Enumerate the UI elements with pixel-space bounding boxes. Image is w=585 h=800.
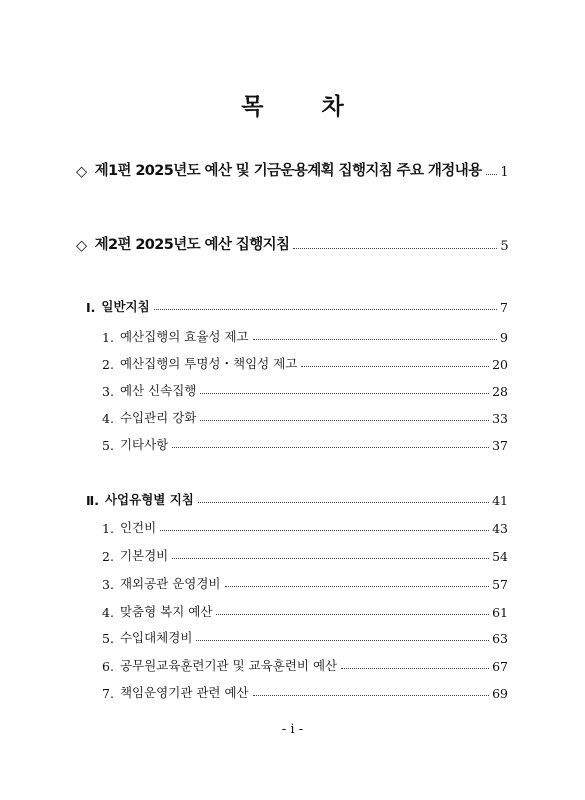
- dot-leader: [225, 586, 490, 587]
- toc-title-char-1: 목: [241, 94, 264, 120]
- toc-item[interactable]: [0, 350, 585, 372]
- toc-title-char-2: 차: [321, 94, 344, 120]
- page-footer: - i -: [281, 722, 304, 737]
- toc-page-number: 63: [492, 631, 508, 646]
- toc-item[interactable]: [0, 624, 585, 646]
- toc-page-number: 41: [492, 493, 508, 508]
- dot-leader: [341, 668, 489, 669]
- toc-item-number: 3.: [102, 577, 114, 592]
- toc-part-label: 제2편 2025년도 예산 집행지침: [94, 237, 290, 253]
- dot-leader: [253, 339, 497, 340]
- toc-item-label: 기타사항: [119, 437, 169, 452]
- toc-item-label: 예산 신속집행: [119, 383, 197, 398]
- toc-part-2[interactable]: [0, 232, 585, 254]
- toc-page-number: 61: [492, 605, 508, 620]
- toc-item[interactable]: [0, 404, 585, 426]
- toc-page-number: 1: [500, 165, 508, 180]
- toc-chapter-label: 일반지침: [101, 299, 150, 314]
- diamond-icon: ◇: [76, 238, 87, 254]
- diamond-icon: ◇: [76, 164, 87, 180]
- toc-item-number: 5.: [102, 631, 114, 646]
- toc-chapter-number: Ⅱ.: [86, 493, 99, 508]
- toc-page-number: 43: [492, 521, 508, 536]
- toc-item[interactable]: [0, 431, 585, 453]
- toc-item-number: 4.: [102, 605, 114, 620]
- toc-title: [0, 88, 585, 121]
- toc-page-number: 54: [492, 549, 508, 564]
- toc-item-label: 예산집행의 효율성 제고: [119, 329, 249, 344]
- dot-leader: [200, 393, 489, 394]
- toc-page-number: 37: [492, 438, 508, 453]
- toc-item[interactable]: [0, 542, 585, 564]
- toc-chapter-2[interactable]: [0, 486, 585, 508]
- dot-leader: [160, 530, 489, 531]
- dot-leader: [198, 502, 489, 503]
- toc-item[interactable]: [0, 323, 585, 345]
- toc-item-label: 맞춤형 복지 예산: [119, 604, 213, 619]
- toc-item-label: 수입관리 강화: [119, 410, 197, 425]
- toc-item[interactable]: [0, 377, 585, 399]
- toc-item-label: 재외공관 운영경비: [119, 576, 221, 591]
- toc-item-number: 5.: [102, 438, 114, 453]
- toc-chapter-number: Ⅰ.: [86, 300, 96, 315]
- toc-page-number: 28: [492, 384, 508, 399]
- toc-item-number: 3.: [102, 384, 114, 399]
- dot-leader: [301, 366, 489, 367]
- dot-leader: [172, 447, 489, 448]
- dot-leader: [200, 420, 489, 421]
- toc-page-number: 9: [500, 330, 508, 345]
- toc-item-number: 7.: [102, 686, 114, 701]
- dot-leader: [486, 174, 498, 175]
- toc-item[interactable]: [0, 598, 585, 620]
- toc-item-number: 4.: [102, 411, 114, 426]
- toc-chapter-label: 사업유형별 지침: [104, 492, 194, 507]
- toc-item-label: 책임운영기관 관련 예산: [119, 685, 249, 700]
- toc-page-number: 5: [500, 239, 508, 254]
- toc-item-number: 6.: [102, 659, 114, 674]
- dot-leader: [154, 309, 497, 310]
- toc-item-label: 수입대체경비: [119, 630, 193, 645]
- dot-leader: [293, 248, 497, 249]
- toc-item[interactable]: [0, 570, 585, 592]
- dot-leader: [196, 640, 489, 641]
- dot-leader: [216, 614, 489, 615]
- toc-item-number: 1.: [102, 330, 114, 345]
- toc-item[interactable]: [0, 514, 585, 536]
- toc-item-label: 인건비: [119, 520, 157, 535]
- toc-item-label: 예산집행의 투명성・책임성 제고: [119, 356, 298, 371]
- toc-item-number: 2.: [102, 357, 114, 372]
- toc-page-number: 69: [492, 686, 508, 701]
- dot-leader: [253, 695, 489, 696]
- toc-item[interactable]: [0, 679, 585, 701]
- toc-item[interactable]: [0, 652, 585, 674]
- toc-item-label: 기본경비: [119, 548, 169, 563]
- dot-leader: [172, 558, 489, 559]
- toc-page-number: 33: [492, 411, 508, 426]
- toc-item-label: 공무원교육훈련기관 및 교육훈련비 예산: [119, 658, 338, 673]
- toc-part-1[interactable]: [0, 158, 585, 180]
- toc-item-number: 2.: [102, 549, 114, 564]
- toc-item-number: 1.: [102, 521, 114, 536]
- toc-chapter-1[interactable]: [0, 293, 585, 315]
- toc-page-number: 57: [492, 577, 508, 592]
- toc-page-number: 67: [492, 659, 508, 674]
- toc-part-label: 제1편 2025년도 예산 및 기금운용계획 집행지침 주요 개정내용: [94, 163, 482, 179]
- toc-page-number: 20: [492, 357, 508, 372]
- toc-page-number: 7: [500, 300, 508, 315]
